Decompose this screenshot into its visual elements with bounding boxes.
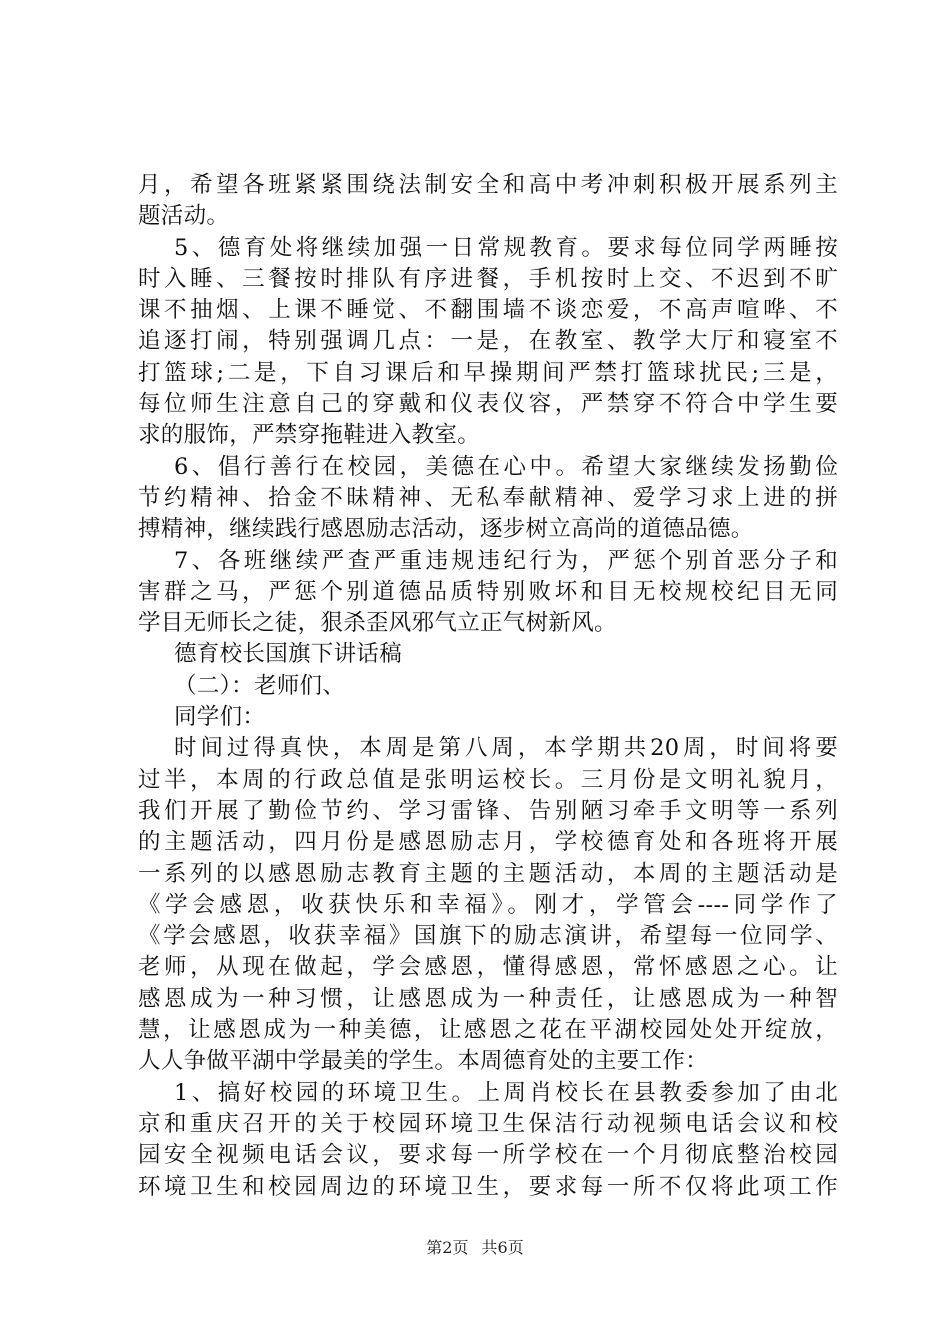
text-line: 搏精神，继续践行感恩励志活动，逐步树立高尚的道德品德。 (138, 516, 754, 543)
text-line: （二）：老师们、 (174, 672, 346, 699)
text-line: 一系列的以感恩励志教育主题的主题活动，本周的主题活动是 (138, 860, 838, 887)
text-line: 月，希望各班紧紧围绕法制安全和高中考冲刺积极开展系列主 (138, 172, 838, 198)
text-line: 京和重庆召开的关于校园环境卫生保洁行动视频电话会议和校 (138, 1110, 838, 1137)
text-line: 题活动。 (138, 203, 230, 230)
text-line: 5、德育处将继续加强一日常规教育。要求每位同学两睡按 (174, 234, 838, 261)
text-line: 时间过得真快，本周是第八周，本学期共20周，时间将要 (174, 735, 838, 762)
text-line: 7、各班继续严查严重违规违纪行为，严惩个别首恶分子和 (174, 547, 838, 574)
text-line: 求的服饰，严禁穿拖鞋进入教室。 (138, 422, 481, 449)
text-line: 过半，本周的行政总值是张明运校长。三月份是文明礼貌月， (138, 766, 838, 793)
text-line: 我们开展了勤俭节约、学习雷锋、告别陋习牵手文明等一系列 (138, 797, 838, 824)
text-line: 学目无师长之徒，狠杀歪风邪气立正气树新风。 (138, 610, 617, 637)
text-line: 感恩成为一种习惯，让感恩成为一种责任，让感恩成为一种智 (138, 985, 838, 1012)
text-line: 环境卫生和校园周边的环境卫生，要求每一所不仅将此项工作 (138, 1173, 838, 1200)
text-line: 园安全视频电话会议，要求每一所学校在一个月彻底整治校园 (138, 1142, 838, 1169)
page-footer (0, 1238, 950, 1258)
text-line: 6、倡行善行在校园，美德在心中。希望大家继续发扬勤俭 (174, 453, 838, 480)
text-line: 《学会感恩，收获快乐和幸福》。刚才，学管会----同学作了 (138, 891, 838, 918)
text-line: 节约精神、拾金不昧精神、无私奉献精神、爱学习求上进的拼 (138, 484, 838, 511)
text-line: 《学会感恩，收获幸福》国旗下的励志演讲，希望每一位同学、 (138, 923, 838, 950)
text-line: 时入睡、三餐按时排队有序进餐，手机按时上交、不迟到不旷 (138, 265, 838, 292)
page-number: 第2页 (426, 1238, 469, 1257)
text-line: 人人争做平湖中学最美的学生。本周德育处的主要工作： (138, 1048, 709, 1075)
text-line: 同学们： (174, 704, 266, 731)
text-line: 的主题活动，四月份是感恩励志月，学校德育处和各班将开展 (138, 829, 838, 856)
document-body (138, 170, 838, 1203)
text-line: 1、搞好校园的环境卫生。上周肖校长在县教委参加了由北 (174, 1079, 838, 1106)
text-line: 每位师生注意自己的穿戴和仪表仪容，严禁穿不符合中学生要 (138, 391, 838, 418)
text-line: 德育校长国旗下讲话稿 (174, 641, 403, 668)
text-line: 慧，让感恩成为一种美德，让感恩之花在平湖校园处处开绽放， (138, 1017, 838, 1044)
text-line: 打篮球;二是，下自习课后和早操期间严禁打篮球扰民;三是， (138, 359, 838, 386)
text-line: 追逐打闹，特别强调几点：一是，在教室、教学大厅和寝室不 (138, 328, 838, 355)
text-line: 老师，从现在做起，学会感恩，懂得感恩，常怀感恩之心。让 (138, 954, 838, 981)
text-line: 课不抽烟、上课不睡觉、不翻围墙不谈恋爱，不高声喧哗、不 (138, 297, 838, 324)
page-total: 共6页 (481, 1238, 524, 1257)
text-line: 害群之马，严惩个别道德品质特别败坏和目无校规校纪目无同 (138, 578, 838, 605)
